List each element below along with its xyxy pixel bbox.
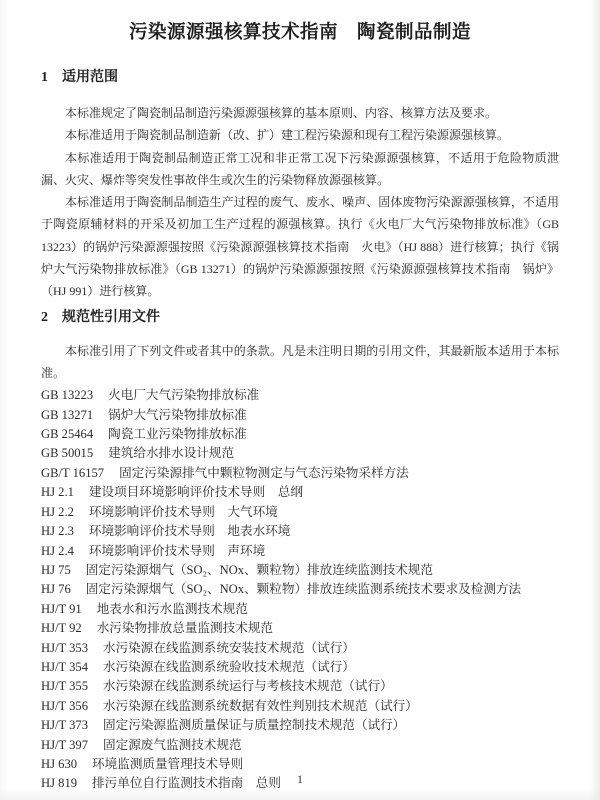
- reference-code: HJ/T 355: [41, 679, 88, 694]
- paragraph: 本标准适用于陶瓷制品制造正常工况和非正常工况下污染源源强核算，不适用于危险物质泄漏、火灾、爆炸等突发性事故伴生或次生的污染物释放源强核算。: [41, 150, 559, 187]
- reference-title: 环境影响评价技术导则 大气环境: [88, 504, 278, 519]
- reference-row: [41, 619, 559, 638]
- reference-row: [41, 425, 559, 444]
- reference-title: 固定源废气监测技术规范: [103, 737, 242, 752]
- reference-title: 固定污染源烟气（SO₂、NOx、颗粒物）排放连续监测技术规范: [85, 562, 433, 577]
- reference-title: 水污染源在线监测系统安装技术规范（试行）: [103, 640, 355, 655]
- section-1-heading: [41, 68, 559, 88]
- reference-row: [41, 639, 559, 658]
- reference-title: 环境监测质量管理技术导则: [92, 756, 244, 771]
- paragraph: 本标准适用于陶瓷制品制造新（改、扩）建工程污染源和现有工程污染源源强核算。: [65, 128, 510, 143]
- reference-code: HJ/T 354: [41, 659, 88, 674]
- reference-row: [41, 658, 559, 677]
- reference-title: 锅炉大气污染物排放标准: [108, 407, 247, 422]
- reference-row: [41, 444, 559, 463]
- reference-row: [41, 580, 559, 599]
- reference-title: 水污染源在线监测系统数据有效性判别技术规范（试行）: [103, 698, 418, 713]
- reference-code: HJ/T 356: [41, 698, 88, 713]
- reference-row: [41, 600, 559, 619]
- reference-title: 环境影响评价技术导则 声环境: [88, 543, 266, 558]
- section-2-number: 2: [41, 309, 48, 325]
- reference-code: HJ 75: [41, 562, 71, 577]
- reference-code: HJ/T 91: [41, 601, 82, 616]
- section-1-number: 1: [41, 70, 48, 85]
- reference-code: GB 13271: [41, 407, 94, 422]
- reference-title: 环境影响评价技术导则 地表水环境: [88, 524, 291, 539]
- reference-code: HJ/T 397: [41, 737, 88, 752]
- reference-title: 固定污染源监测质量保证与质量控制技术规范（试行）: [103, 718, 406, 733]
- reference-row: [41, 503, 559, 522]
- document-title: 污染源源强核算技术指南 陶瓷制品制造: [128, 23, 471, 43]
- reference-code: HJ/T 373: [41, 718, 88, 733]
- reference-row: [41, 716, 559, 735]
- page-number: 1: [297, 772, 303, 786]
- reference-code: GB/T 16157: [41, 465, 105, 480]
- reference-row: [41, 406, 559, 425]
- section-2-intro: 本标准引用了下列文件或者其中的条款。凡是未注明日期的引用文件，其最新版本适用于本标准。: [41, 343, 559, 380]
- reference-row: [41, 561, 559, 580]
- reference-code: HJ/T 92: [41, 621, 82, 636]
- references-list: [41, 386, 559, 794]
- reference-title: 固定污染源排气中颗粒物测定与气态污染物采样方法: [119, 465, 409, 480]
- reference-code: GB 13223: [41, 388, 94, 403]
- reference-title: 建设项目环境影响评价技术导则 总纲: [88, 485, 303, 500]
- reference-row: [41, 522, 559, 541]
- reference-code: HJ/T 353: [41, 640, 88, 655]
- reference-row: [41, 697, 559, 716]
- reference-row: [41, 464, 559, 483]
- reference-row: [41, 736, 559, 755]
- section-1-body: [41, 102, 559, 303]
- reference-code: HJ 630: [41, 756, 78, 771]
- reference-title: 建筑给水排水设计规范: [108, 446, 235, 461]
- reference-row: [41, 483, 559, 502]
- reference-title: 水污染源在线监测系统运行与考核技术规范（试行）: [103, 679, 393, 694]
- section-1-title: 适用范围: [62, 70, 118, 85]
- reference-title: 排污单位自行监测技术指南 总则: [92, 776, 281, 791]
- reference-title: 火电厂大气污染物排放标准: [108, 388, 260, 403]
- reference-title: 水污染源在线监测系统验收技术规范（试行）: [103, 659, 355, 674]
- paragraph: 本标准适用于陶瓷制品制造生产过程的废气、废水、噪声、固体废物污染源源强核算，不适用于陶瓷原辅材料的开采及初加工生产过程的源强核算。执行《火电厂大气污染物排放标准》（GB 13223）的锅炉污染源源强按照《污染源源强核算技术指南 火电》（HJ 888）进行核算；执行《锅炉大气污染物排放标准》（GB 13271）的锅炉污染源源强按照《污染源源强核算技术指南 锅炉》（HJ 991）进行核算。: [41, 195, 559, 299]
- reference-title: 固定污染源烟气（SO₂、NOx、颗粒物）排放连续监测系统技术要求及检测方法: [85, 582, 522, 597]
- paragraph: 本标准规定了陶瓷制品制造污染源源强核算的基本原则、内容、核算方法及要求。: [65, 106, 498, 120]
- reference-code: HJ 819: [41, 776, 78, 791]
- reference-code: HJ 76: [41, 582, 71, 597]
- reference-title: 地表水和污水监测技术规范: [96, 601, 248, 616]
- section-2-title: 规范性引用文件: [62, 309, 160, 325]
- reference-code: HJ 2.4: [41, 543, 74, 558]
- reference-title: 陶瓷工业污染物排放标准: [108, 427, 247, 442]
- reference-title: 水污染物排放总量监测技术规范: [96, 621, 274, 636]
- reference-row: [41, 386, 559, 405]
- reference-code: HJ 2.3: [41, 524, 74, 539]
- reference-code: HJ 2.1: [41, 485, 74, 500]
- section-2-heading: [41, 308, 559, 328]
- reference-row: [41, 542, 559, 561]
- reference-code: GB 50015: [41, 446, 94, 461]
- reference-code: GB 25464: [41, 427, 94, 442]
- reference-code: HJ 2.2: [41, 504, 74, 519]
- reference-row: [41, 677, 559, 696]
